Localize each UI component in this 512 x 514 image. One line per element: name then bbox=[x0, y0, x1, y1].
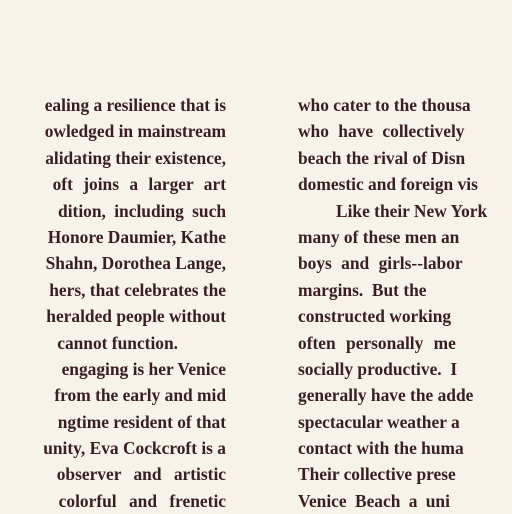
right-text-column bbox=[298, 92, 487, 514]
text-line: unity, Eva Cockcroft is a bbox=[43, 438, 226, 459]
text-line: Shahn, Dorothea Lange, bbox=[45, 253, 226, 274]
text-line: often personally me bbox=[298, 332, 456, 353]
text-line: Venice Beach a uni bbox=[298, 490, 450, 511]
text-line: oft joins a larger art bbox=[52, 174, 226, 195]
text-line: spectacular weather a bbox=[298, 411, 460, 432]
text-line: many of these men an bbox=[298, 226, 460, 247]
text-line: Honore Daumier, Kathe bbox=[47, 226, 226, 247]
text-line: Their collective prese bbox=[298, 464, 456, 485]
text-line: heralded people without bbox=[46, 306, 226, 327]
text-line: ngtime resident of that bbox=[57, 411, 226, 432]
text-line: domestic and foreign vis bbox=[298, 174, 478, 195]
text-line: socially productive. I bbox=[298, 358, 458, 379]
text-line: dition, including such bbox=[58, 200, 226, 221]
text-line: who have collectively bbox=[298, 121, 465, 142]
text-line: engaging is her Venice bbox=[61, 358, 226, 379]
text-line: generally have the adde bbox=[298, 385, 474, 406]
text-line: contact with the huma bbox=[298, 438, 464, 459]
text-line: observer and artistic bbox=[56, 464, 226, 485]
left-text-column bbox=[43, 92, 226, 514]
text-line: constructed working bbox=[298, 306, 452, 327]
text-line: beach the rival of Disn bbox=[298, 147, 466, 168]
text-line: hers, that celebrates the bbox=[49, 279, 226, 300]
text-line: boys and girls--labor bbox=[298, 253, 463, 274]
text-line: who cater to the thousa bbox=[298, 95, 471, 115]
text-line: colorful and frenetic bbox=[58, 490, 226, 511]
text-line: from the early and mid bbox=[54, 385, 226, 406]
text-line: Like their New York bbox=[336, 200, 488, 221]
text-line: cannot function. bbox=[57, 332, 179, 353]
text-line: ealing a resilience that is bbox=[44, 95, 226, 115]
text-line: alidating their existence, bbox=[45, 147, 226, 168]
text-line: margins. But the bbox=[298, 279, 427, 300]
text-line: owledged in mainstream bbox=[44, 121, 226, 142]
